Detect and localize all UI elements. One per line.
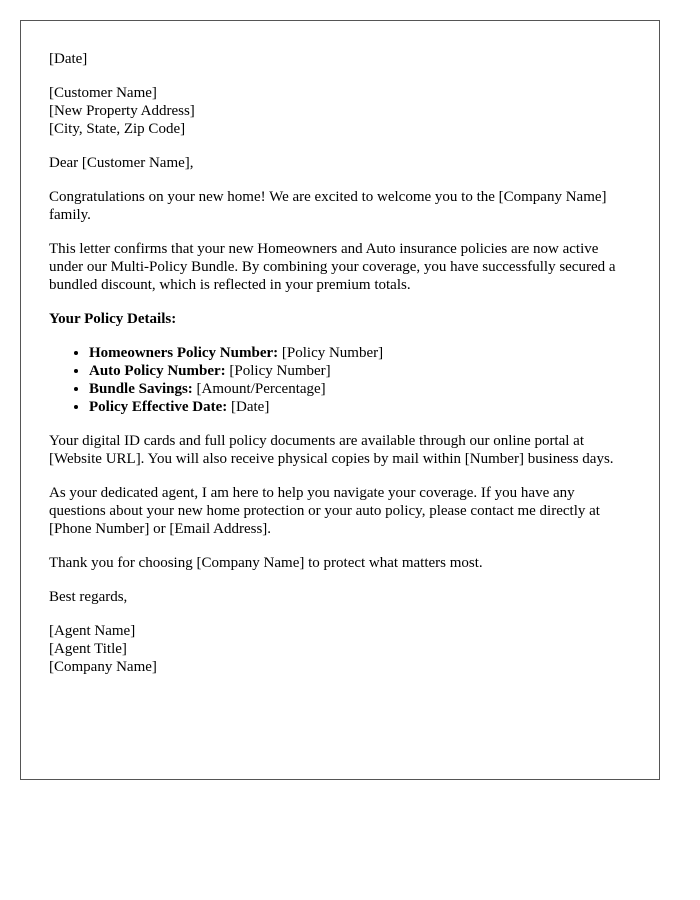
- policy-details-heading: Your Policy Details:: [49, 311, 177, 327]
- letter-date: [Date]: [49, 51, 88, 67]
- welcome-paragraph: Congratulations on your new home! We are excited to welcome you to the [Company Name] family.: [49, 189, 607, 223]
- policy-details-list: [49, 344, 631, 416]
- salutation: Dear [Customer Name],: [49, 155, 194, 171]
- closing: Best regards,: [49, 589, 128, 605]
- recipient-city-state-zip: [City, State, Zip Code]: [49, 121, 186, 137]
- confirmation-paragraph: This letter confirms that your new Homeowners and Auto insurance policies are now active under our Multi-Policy Bundle. By combining your coverage, you have successfully secured a bundled discount, which is reflected in your premium totals.: [49, 241, 616, 293]
- detail-value: [Policy Number]: [229, 363, 331, 379]
- list-item-bundle-savings: [89, 380, 631, 398]
- detail-label: Homeowners Policy Number:: [89, 345, 279, 361]
- agent-name: [Agent Name]: [49, 623, 136, 639]
- list-item-effective-date: [89, 398, 631, 416]
- detail-label: Policy Effective Date:: [89, 399, 228, 415]
- recipient-address: [49, 84, 631, 138]
- documents-paragraph: Your digital ID cards and full policy documents are available through our online portal at [Website URL]. You will also receive physical copies by mail within [Number] business days.: [49, 433, 614, 467]
- detail-value: [Policy Number]: [281, 345, 384, 361]
- signature-block: [49, 622, 631, 676]
- company-name: [Company Name]: [49, 659, 157, 675]
- recipient-street-address: [New Property Address]: [49, 103, 195, 119]
- agent-title: [Agent Title]: [49, 641, 127, 657]
- detail-label: Auto Policy Number:: [89, 363, 226, 379]
- agent-help-paragraph: As your dedicated agent, I am here to help you navigate your coverage. If you have any questions about your new home protection or your auto policy, please contact me directly at [Phone Number] or [Email Address].: [49, 485, 600, 537]
- letter-document: [20, 20, 660, 780]
- recipient-name: [Customer Name]: [49, 85, 157, 101]
- thanks-paragraph: Thank you for choosing [Company Name] to protect what matters most.: [49, 555, 483, 571]
- detail-value: [Amount/Percentage]: [196, 381, 326, 397]
- list-item-auto-policy: [89, 362, 631, 380]
- detail-label: Bundle Savings:: [89, 381, 193, 397]
- detail-value: [Date]: [231, 399, 270, 415]
- list-item-homeowners-policy: [89, 344, 631, 362]
